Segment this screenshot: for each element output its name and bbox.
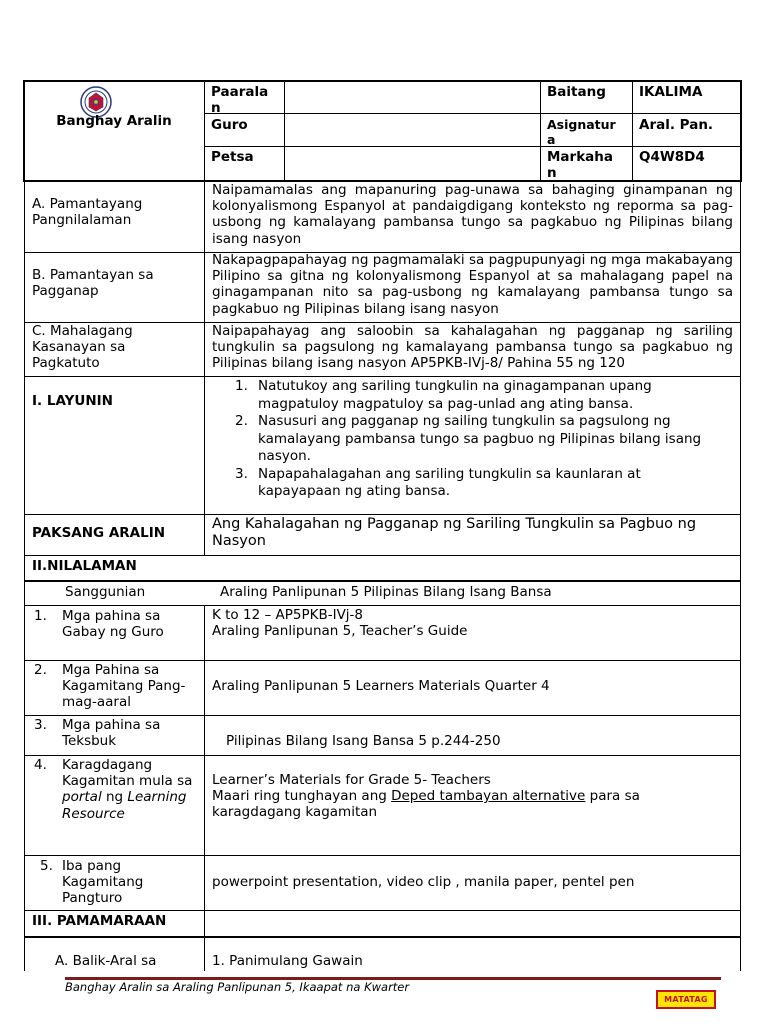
resource-5-number: 5. [40,858,53,874]
list-item: 3. Napapahalagahan ang sariling tungkulin sa kaunlaran at kapayapaan ng ating bansa. [235,465,641,500]
performance-standard-text: Nakapagpapahayag ng pagmamalaki sa pagpupunyagi ng mga makabayang Pilipino sa gitna ng kolonyalismong Espanyol at sa mahalagang papel na ginagampanan nito sa pag-usbong ng kamalayang pambansa tungo sa pagkabuo ng Pilipinas bilang isang nasyon [212,252,733,317]
resource-3-label: Mga pahina sa Teksbuk [62,717,161,750]
resource-4-number: 4. [34,757,47,773]
resource-5-label: Iba pang Kagamitang Pangturo [62,858,144,907]
date-label: Petsa [211,149,254,165]
lesson-plan-title: Banghay Aralin [56,113,172,129]
objectives-label: I. LAYUNIN [32,393,113,409]
list-item: 2. Nasusuri ang pagganap ng sailing tungkulin sa pagsulong ng kamalayang pambansa tungo sa pagbuo ng Pilipinas bilang isang nasyon. [235,413,702,465]
review-text: 1. Panimulang Gawain [212,953,363,969]
references-label: Sanggunian [65,584,146,600]
resource-3-number: 3. [34,717,47,733]
subject-value: Aral. Pan. [639,117,714,133]
procedure-heading: III. PAMAMARAAN [32,913,167,929]
resource-4-text-2: Maari ring tunghayan ang Deped tambayan alternative para sa karagdagang kagamitan [212,788,640,821]
resource-1-text-1: K to 12 – AP5PKB-IVj-8 [212,607,364,623]
content-standard-text: Naipamamalas ang mapanuring pag-unawa sa bahaging ginampanan ng kolonyalismong Espanyol at pandaigdigang konteksto ng reporma sa pag-usbong ng kamalayang pambansa tungo sa pagkabuo ng Pilipinas bilang isang nasyon [212,182,733,247]
deped-tambayan-link[interactable]: Deped tambayan alternative [391,788,586,804]
resource-2-text: Araling Panlipunan 5 Learners Materials Quarter 4 [212,678,550,694]
resource-2-label: Mga Pahina sa Kagamitang Pang-mag-aaral [62,662,186,711]
grade-label: Baitang [547,84,606,100]
teacher-label: Guro [211,117,248,133]
review-label: A. Balik-Aral sa [55,953,157,969]
subject-label: Asignatur a [547,117,616,147]
matatag-logo: MATATAG [656,990,716,1009]
content-heading: II.NILALAMAN [32,558,137,574]
resource-5-text: powerpoint presentation, video clip , manila paper, pentel pen [212,874,635,890]
performance-standard-label: B. Pamantayan sa Pagganap [32,267,154,300]
topic-text: Ang Kahalagahan ng Pagganap ng Sariling Tungkulin sa Pagbuo ng Nasyon [212,516,697,550]
resource-2-number: 2. [34,662,47,678]
objectives-list [205,378,705,501]
content-standard-label: A. Pamantayang Pangnilalaman [32,196,143,229]
resource-1-label: Mga pahina sa Gabay ng Guro [62,608,164,641]
competency-label: C. Mahalagang Kasanayan sa Pagkatuto [32,323,133,372]
resource-4-text-1: Learner’s Materials for Grade 5- Teachers [212,772,491,788]
resource-4-label: Karagdagang Kagamitan mula sa portal ng Learning Resource [62,757,193,822]
quarter-label: Markaha n [547,149,614,182]
quarter-value: Q4W8D4 [639,149,705,165]
footer-text: Banghay Aralin sa Araling Panlipunan 5, Ikaapat na Kwarter [65,980,410,994]
list-item: 1. Natutukoy ang sariling tungkulin na ginagampanan upang magpatuloy magpatuloy sa pag-unlad ang ating bansa. [235,378,652,412]
grade-value: IKALIMA [639,84,703,100]
references-text: Araling Panlipunan 5 Pilipinas Bilang Isang Bansa [220,584,552,600]
resource-1-number: 1. [34,608,47,624]
resource-3-text: Pilipinas Bilang Isang Bansa 5 p.244-250 [226,733,501,749]
competency-text: Naipapahayag ang saloobin sa kahalagahan ng pagganap ng sariling tungkulin sa pagsulong ng kamalayang pambansa tungo sa pagkabuo ng Pilipinas bilang isang nasyon AP5PKB-IVj-8/ Pahina 55 ng 120 [212,323,733,372]
school-label: Paarala n [211,84,269,117]
resource-1-text-2: Araling Panlipunan 5, Teacher’s Guide [212,623,468,639]
topic-label: PAKSANG ARALIN [32,525,166,541]
